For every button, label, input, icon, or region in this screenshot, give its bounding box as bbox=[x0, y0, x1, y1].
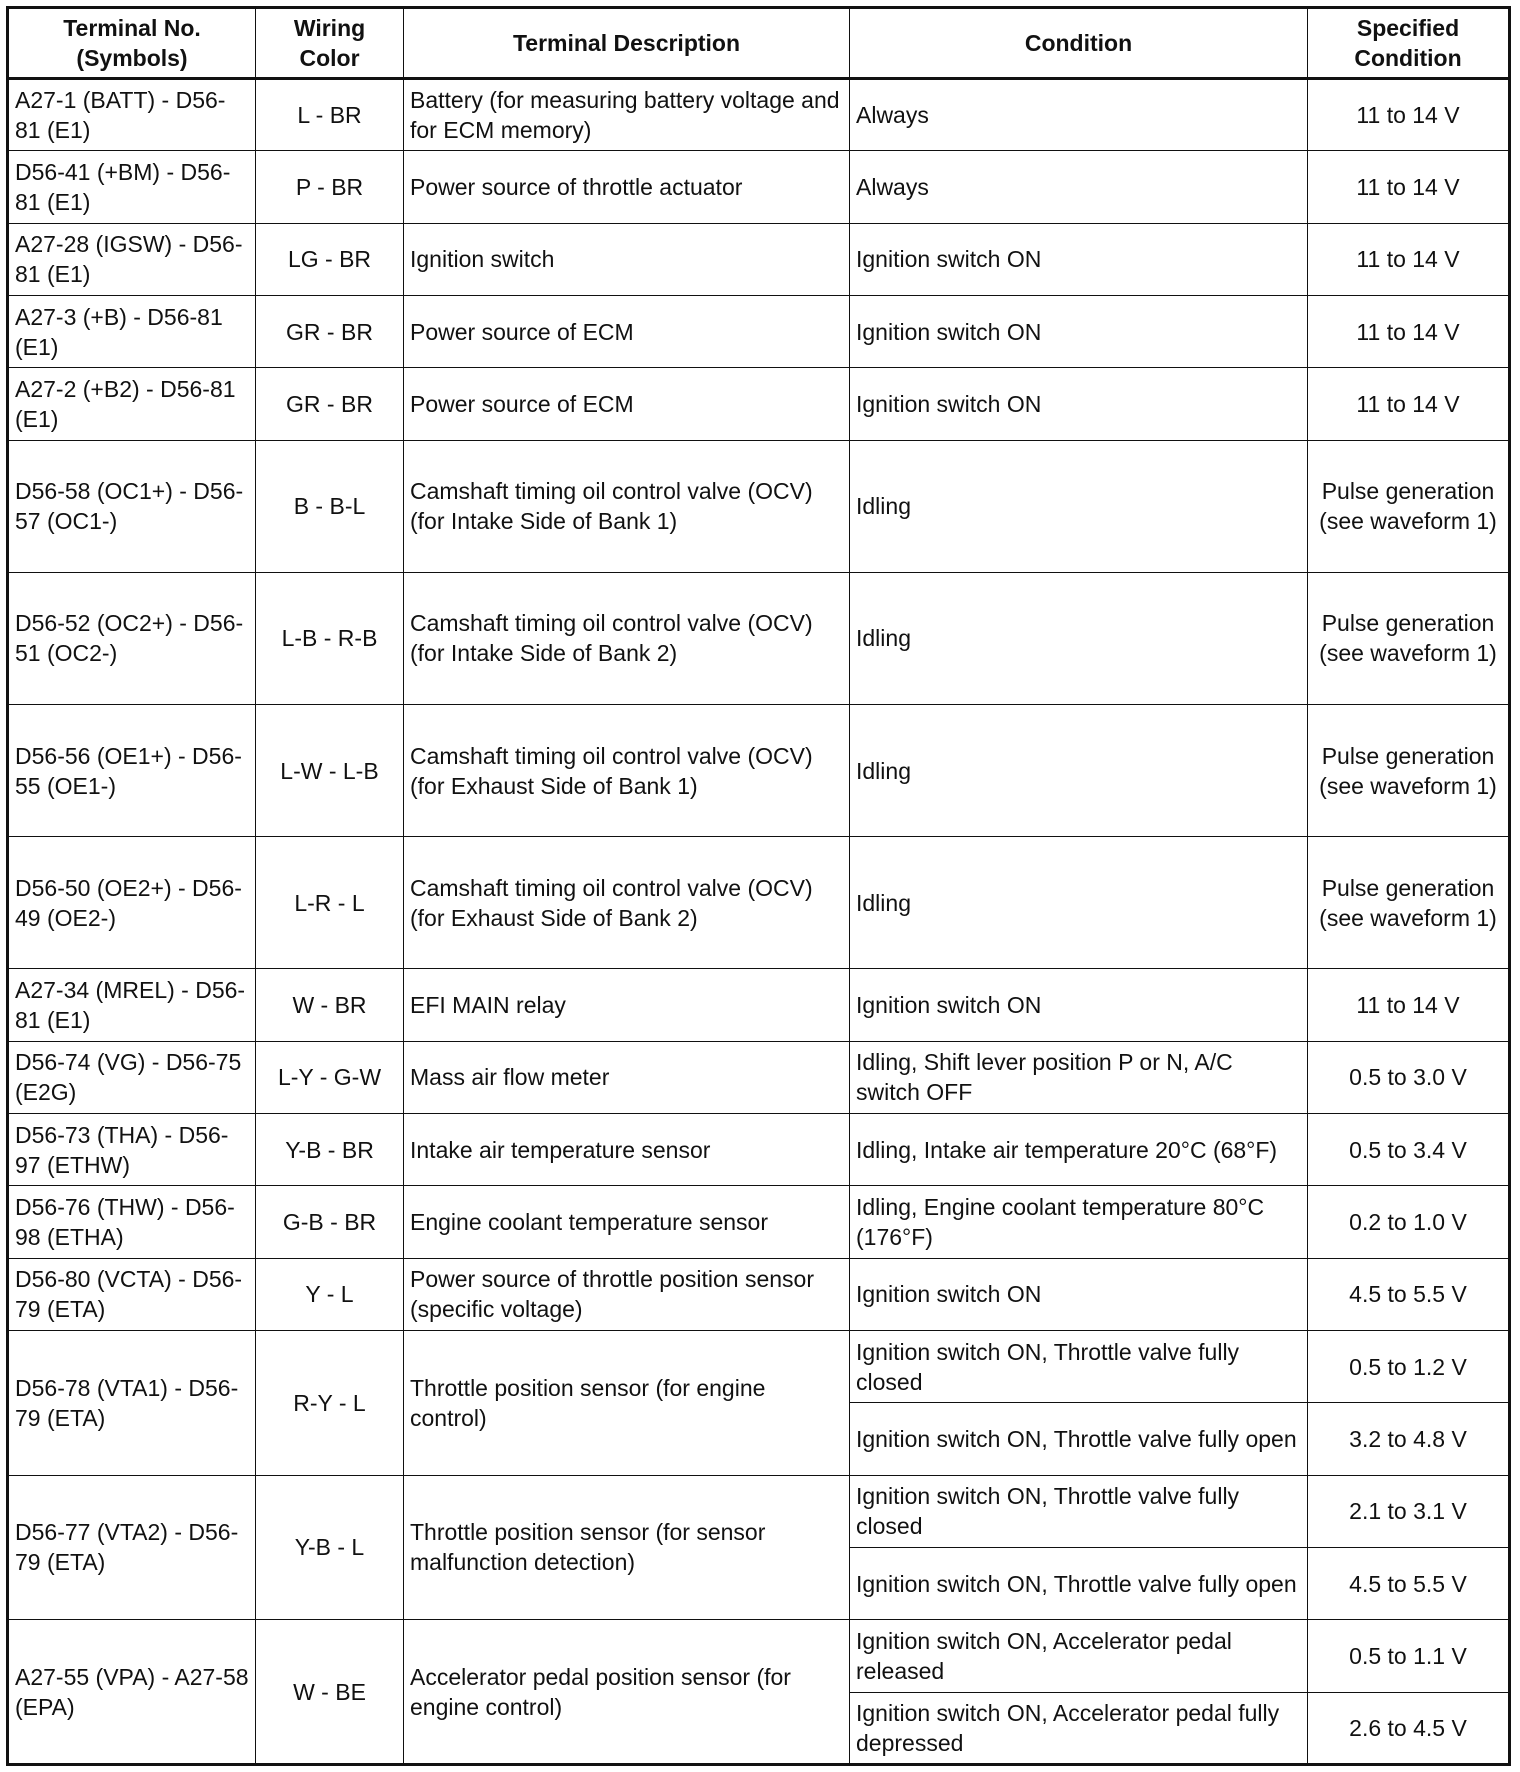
header-terminal-description: Terminal Description bbox=[404, 8, 850, 79]
specified-condition-cell: 3.2 to 4.8 V bbox=[1308, 1403, 1510, 1475]
specified-condition-cell: 2.1 to 3.1 V bbox=[1308, 1475, 1510, 1547]
wiring-color-cell: L-Y - G-W bbox=[256, 1041, 404, 1113]
terminal-cell: D56-74 (VG) - D56-75 (E2G) bbox=[8, 1041, 256, 1113]
table-row bbox=[8, 1041, 1510, 1113]
specified-condition-cell: 4.5 to 5.5 V bbox=[1308, 1258, 1510, 1330]
terminal-description-cell: Camshaft timing oil control valve (OCV) (for Exhaust Side of Bank 2) bbox=[404, 837, 850, 969]
condition-cell: Idling, Intake air temperature 20°C (68°F) bbox=[850, 1114, 1308, 1186]
condition-cell: Ignition switch ON, Accelerator pedal fully depressed bbox=[850, 1692, 1308, 1765]
specified-condition-cell: 11 to 14 V bbox=[1308, 223, 1510, 295]
wiring-color-cell: Y - L bbox=[256, 1258, 404, 1330]
terminal-description-cell: Camshaft timing oil control valve (OCV) (for Exhaust Side of Bank 1) bbox=[404, 704, 850, 836]
terminal-cell: D56-50 (OE2+) - D56-49 (OE2-) bbox=[8, 837, 256, 969]
specified-condition-cell: 11 to 14 V bbox=[1308, 295, 1510, 367]
terminal-spec-table bbox=[6, 6, 1511, 1766]
condition-cell: Ignition switch ON, Throttle valve fully open bbox=[850, 1547, 1308, 1619]
wiring-color-cell: L - BR bbox=[256, 79, 404, 151]
table-row bbox=[8, 79, 1510, 151]
header-terminal: Terminal No. (Symbols) bbox=[8, 8, 256, 79]
specified-condition-cell: 4.5 to 5.5 V bbox=[1308, 1547, 1510, 1619]
condition-cell: Ignition switch ON bbox=[850, 223, 1308, 295]
condition-cell: Idling bbox=[850, 440, 1308, 572]
specified-condition-cell: 0.5 to 3.0 V bbox=[1308, 1041, 1510, 1113]
table-row bbox=[8, 1186, 1510, 1258]
condition-cell: Idling bbox=[850, 837, 1308, 969]
wiring-color-cell: P - BR bbox=[256, 151, 404, 223]
condition-cell: Idling, Engine coolant temperature 80°C (176°F) bbox=[850, 1186, 1308, 1258]
condition-cell: Ignition switch ON, Throttle valve fully open bbox=[850, 1403, 1308, 1475]
terminal-description-cell: Mass air flow meter bbox=[404, 1041, 850, 1113]
table-row bbox=[8, 1258, 1510, 1330]
specified-condition-cell: Pulse generation (see waveform 1) bbox=[1308, 704, 1510, 836]
table-row bbox=[8, 223, 1510, 295]
condition-cell: Ignition switch ON, Throttle valve fully closed bbox=[850, 1330, 1308, 1402]
terminal-description-cell: Ignition switch bbox=[404, 223, 850, 295]
wiring-color-cell: W - BE bbox=[256, 1620, 404, 1765]
condition-cell: Idling bbox=[850, 572, 1308, 704]
terminal-cell: D56-41 (+BM) - D56-81 (E1) bbox=[8, 151, 256, 223]
terminal-cell: A27-28 (IGSW) - D56-81 (E1) bbox=[8, 223, 256, 295]
condition-cell: Ignition switch ON bbox=[850, 368, 1308, 440]
terminal-cell: D56-58 (OC1+) - D56-57 (OC1-) bbox=[8, 440, 256, 572]
wiring-color-cell: W - BR bbox=[256, 969, 404, 1041]
wiring-color-cell: L-R - L bbox=[256, 837, 404, 969]
specified-condition-cell: Pulse generation (see waveform 1) bbox=[1308, 440, 1510, 572]
condition-cell: Ignition switch ON, Throttle valve fully closed bbox=[850, 1475, 1308, 1547]
table-row bbox=[8, 837, 1510, 969]
condition-cell: Ignition switch ON, Accelerator pedal released bbox=[850, 1620, 1308, 1692]
condition-cell: Always bbox=[850, 151, 1308, 223]
terminal-cell: A27-55 (VPA) - A27-58 (EPA) bbox=[8, 1620, 256, 1765]
wiring-color-cell: L-B - R-B bbox=[256, 572, 404, 704]
table-row bbox=[8, 704, 1510, 836]
specified-condition-cell: Pulse generation (see waveform 1) bbox=[1308, 837, 1510, 969]
specified-condition-cell: 11 to 14 V bbox=[1308, 151, 1510, 223]
table-row bbox=[8, 1114, 1510, 1186]
condition-cell: Ignition switch ON bbox=[850, 295, 1308, 367]
terminal-cell: A27-34 (MREL) - D56-81 (E1) bbox=[8, 969, 256, 1041]
specified-condition-cell: 11 to 14 V bbox=[1308, 368, 1510, 440]
terminal-description-cell: Power source of throttle actuator bbox=[404, 151, 850, 223]
terminal-cell: A27-3 (+B) - D56-81 (E1) bbox=[8, 295, 256, 367]
specified-condition-cell: 0.5 to 3.4 V bbox=[1308, 1114, 1510, 1186]
condition-cell: Ignition switch ON bbox=[850, 1258, 1308, 1330]
table-row bbox=[8, 1620, 1510, 1692]
condition-cell: Idling bbox=[850, 704, 1308, 836]
wiring-color-cell: LG - BR bbox=[256, 223, 404, 295]
wiring-color-cell: G-B - BR bbox=[256, 1186, 404, 1258]
condition-cell: Always bbox=[850, 79, 1308, 151]
table-row bbox=[8, 969, 1510, 1041]
table-body bbox=[8, 79, 1510, 1765]
condition-cell: Ignition switch ON bbox=[850, 969, 1308, 1041]
terminal-cell: D56-52 (OC2+) - D56-51 (OC2-) bbox=[8, 572, 256, 704]
terminal-cell: D56-56 (OE1+) - D56-55 (OE1-) bbox=[8, 704, 256, 836]
specified-condition-cell: 0.5 to 1.2 V bbox=[1308, 1330, 1510, 1402]
terminal-cell: A27-2 (+B2) - D56-81 (E1) bbox=[8, 368, 256, 440]
wiring-color-cell: Y-B - BR bbox=[256, 1114, 404, 1186]
wiring-color-cell: B - B-L bbox=[256, 440, 404, 572]
table-row bbox=[8, 1330, 1510, 1402]
wiring-color-cell: R-Y - L bbox=[256, 1330, 404, 1475]
wiring-color-cell: GR - BR bbox=[256, 368, 404, 440]
terminal-description-cell: Engine coolant temperature sensor bbox=[404, 1186, 850, 1258]
table-row bbox=[8, 1475, 1510, 1547]
header-wiring-color: Wiring Color bbox=[256, 8, 404, 79]
terminal-description-cell: Accelerator pedal position sensor (for engine control) bbox=[404, 1620, 850, 1765]
terminal-description-cell: Camshaft timing oil control valve (OCV) (for Intake Side of Bank 1) bbox=[404, 440, 850, 572]
specified-condition-cell: Pulse generation (see waveform 1) bbox=[1308, 572, 1510, 704]
specified-condition-cell: 11 to 14 V bbox=[1308, 969, 1510, 1041]
terminal-description-cell: Throttle position sensor (for engine control) bbox=[404, 1330, 850, 1475]
terminal-description-cell: Power source of ECM bbox=[404, 368, 850, 440]
terminal-description-cell: Intake air temperature sensor bbox=[404, 1114, 850, 1186]
table-header-row bbox=[8, 8, 1510, 79]
wiring-color-cell: Y-B - L bbox=[256, 1475, 404, 1620]
terminal-description-cell: EFI MAIN relay bbox=[404, 969, 850, 1041]
specified-condition-cell: 0.5 to 1.1 V bbox=[1308, 1620, 1510, 1692]
terminal-cell: D56-76 (THW) - D56-98 (ETHA) bbox=[8, 1186, 256, 1258]
terminal-cell: D56-80 (VCTA) - D56-79 (ETA) bbox=[8, 1258, 256, 1330]
terminal-description-cell: Power source of throttle position sensor (specific voltage) bbox=[404, 1258, 850, 1330]
terminal-cell: A27-1 (BATT) - D56-81 (E1) bbox=[8, 79, 256, 151]
specified-condition-cell: 0.2 to 1.0 V bbox=[1308, 1186, 1510, 1258]
terminal-cell: D56-73 (THA) - D56-97 (ETHW) bbox=[8, 1114, 256, 1186]
wiring-color-cell: GR - BR bbox=[256, 295, 404, 367]
header-specified-condition: Specified Condition bbox=[1308, 8, 1510, 79]
terminal-cell: D56-78 (VTA1) - D56-79 (ETA) bbox=[8, 1330, 256, 1475]
condition-cell: Idling, Shift lever position P or N, A/C switch OFF bbox=[850, 1041, 1308, 1113]
header-condition: Condition bbox=[850, 8, 1308, 79]
table-row bbox=[8, 295, 1510, 367]
terminal-description-cell: Power source of ECM bbox=[404, 295, 850, 367]
terminal-description-cell: Battery (for measuring battery voltage and for ECM memory) bbox=[404, 79, 850, 151]
table-row bbox=[8, 440, 1510, 572]
table-row bbox=[8, 368, 1510, 440]
specified-condition-cell: 11 to 14 V bbox=[1308, 79, 1510, 151]
terminal-cell: D56-77 (VTA2) - D56-79 (ETA) bbox=[8, 1475, 256, 1620]
specified-condition-cell: 2.6 to 4.5 V bbox=[1308, 1692, 1510, 1765]
wiring-color-cell: L-W - L-B bbox=[256, 704, 404, 836]
terminal-description-cell: Camshaft timing oil control valve (OCV) (for Intake Side of Bank 2) bbox=[404, 572, 850, 704]
table-row bbox=[8, 572, 1510, 704]
terminal-description-cell: Throttle position sensor (for sensor malfunction detection) bbox=[404, 1475, 850, 1620]
table-row bbox=[8, 151, 1510, 223]
